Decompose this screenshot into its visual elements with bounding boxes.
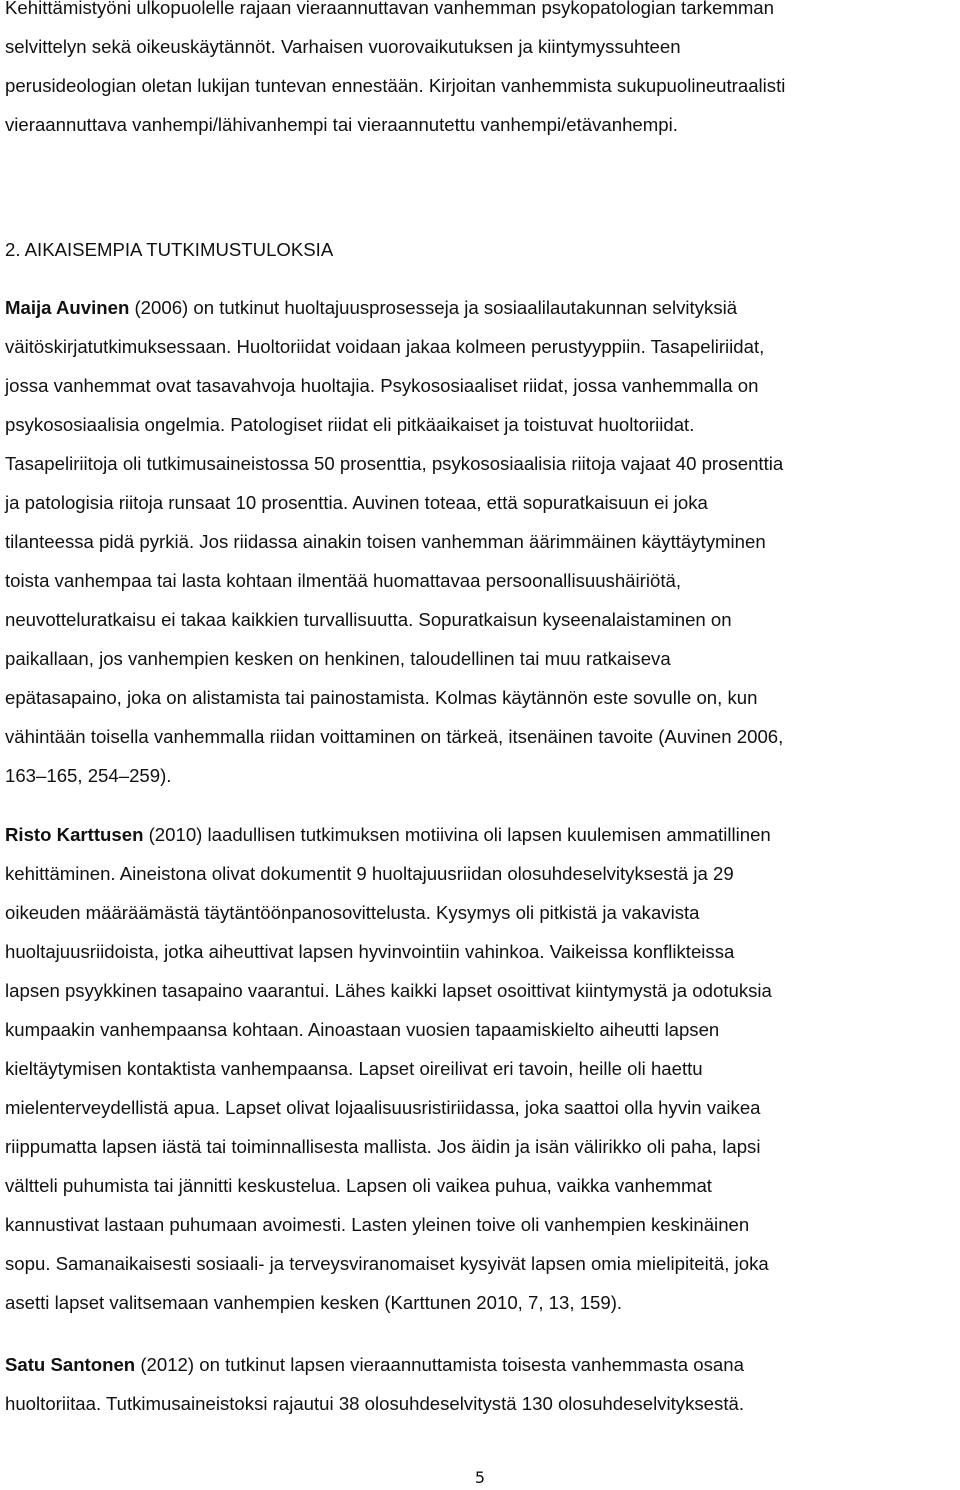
- text-line: huoltajuusriidoista, jotka aiheuttivat lapsen hyvinvointiin vahinkoa. Vaikeissa konflikteissa: [5, 941, 735, 962]
- text-line: [5, 1345, 960, 1384]
- text-line: vältteli puhumista tai jännitti keskustelua. Lapsen oli vaikea puhua, vaikka vanhemmat: [5, 1175, 712, 1196]
- text-line: neuvotteluratkaisu ei takaa kaikkien turvallisuutta. Sopuratkaisun kyseenalaistaminen on: [5, 609, 732, 630]
- text-line: psykososiaalisia ongelmia. Patologiset riidat eli pitkäaikaiset ja toistuvat huoltoriidat.: [5, 414, 695, 435]
- author-name: Satu Santonen: [5, 1354, 136, 1375]
- text-line: asetti lapset valitsemaan vanhempien kesken (Karttunen 2010, 7, 13, 159).: [5, 1292, 623, 1313]
- text-line: [5, 288, 960, 327]
- text-run: (2006) on tutkinut huoltajuusprosesseja ja sosiaalilautakunnan selvityksiä: [129, 297, 738, 318]
- author-name: Risto Karttusen: [5, 824, 144, 845]
- text-line: väitöskirjatutkimuksessaan. Huoltoriidat voidaan jakaa kolmeen perustyyppiin. Tasapeliriidat,: [5, 336, 765, 357]
- intro-paragraph: [5, 0, 960, 144]
- paragraph-karttunen: [5, 815, 960, 1322]
- text-line: kieltäytymisen kontaktista vanhempaansa. Lapset oireilivat eri tavoin, heille oli haettu: [5, 1058, 703, 1079]
- text-line: vieraannuttava vanhempi/lähivanhempi tai vieraannutettu vanhempi/etävanhempi.: [5, 114, 678, 135]
- text-line: 163–165, 254–259).: [5, 765, 172, 786]
- text-line: kumpaakin vanhempaansa kohtaan. Ainoastaan vuosien tapaamiskielto aiheutti lapsen: [5, 1019, 720, 1040]
- text-line: lapsen psyykkinen tasapaino vaarantui. Lähes kaikki lapset osoittivat kiintymystä ja odotuksia: [5, 980, 772, 1001]
- text-line: paikallaan, jos vanhempien kesken on henkinen, taloudellinen tai muu ratkaiseva: [5, 648, 671, 669]
- text-line: jossa vanhemmat ovat tasavahvoja huoltajia. Psykososiaaliset riidat, jossa vanhemmalla on: [5, 375, 759, 396]
- text-run: (2010) laadullisen tutkimuksen motiivina oli lapsen kuulemisen ammatillinen: [143, 824, 771, 845]
- text-line: vähintään toisella vanhemmalla riidan voittaminen on tärkeä, itsenäinen tavoite (Auvinen 2006,: [5, 726, 784, 747]
- text-line: huoltoriitaa. Tutkimusaineistoksi rajautui 38 olosuhdeselvitystä 130 olosuhdeselvityksestä.: [5, 1393, 744, 1414]
- text-line: epätasapaino, joka on alistamista tai painostamista. Kolmas käytännön este sovulle on, kun: [5, 687, 758, 708]
- text-run: (2012) on tutkinut lapsen vieraannuttamista toisesta vanhemmasta osana: [135, 1354, 744, 1375]
- text-line: kannustivat lastaan puhumaan avoimesti. Lasten yleinen toive oli vanhempien keskinäinen: [5, 1214, 750, 1235]
- text-line: [5, 815, 960, 854]
- text-line: oikeuden määräämästä täytäntöönpanosovittelusta. Kysymys oli pitkistä ja vakavista: [5, 902, 700, 923]
- text-line: toista vanhempaa tai lasta kohtaan ilmentää huomattavaa persoonallisuushäiriötä,: [5, 570, 681, 591]
- text-line: Tasapeliriitoja oli tutkimusaineistossa 50 prosenttia, psykososiaalisia riitoja vajaat 40 prosenttia: [5, 453, 784, 474]
- text-line: ja patologisia riitoja runsaat 10 prosenttia. Auvinen toteaa, että sopuratkaisuun ei joka: [5, 492, 708, 513]
- text-line: kehittäminen. Aineistona olivat dokumentit 9 huoltajuusriidan olosuhdeselvityksestä ja 29: [5, 863, 734, 884]
- page-number: 5: [474, 1468, 486, 1487]
- text-line: riippumatta lapsen iästä tai toiminnallisesta mallista. Jos äidin ja isän välirikko oli paha, lapsi: [5, 1136, 761, 1157]
- paragraph-santonen: [5, 1345, 960, 1423]
- text-line: mielenterveydellistä apua. Lapset olivat lojaalisuusristiriidassa, joka saattoi olla hyvin vaikea: [5, 1097, 761, 1118]
- section-heading: 2. AIKAISEMPIA TUTKIMUSTULOKSIA: [5, 239, 334, 260]
- text-line: selvittelyn sekä oikeuskäytännöt. Varhaisen vuorovaikutuksen ja kiintymyssuhteen: [5, 36, 681, 57]
- text-line: perusideologian oletan lukijan tuntevan ennestään. Kirjoitan vanhemmista sukupuolineutraalisti: [5, 75, 786, 96]
- text-line: Kehittämistyöni ulkopuolelle rajaan vieraannuttavan vanhemman psykopatologian tarkemman: [5, 0, 774, 18]
- text-line: sopu. Samanaikaisesti sosiaali- ja terveysviranomaiset kysyivät lapsen omia mielipiteitä, joka: [5, 1253, 769, 1274]
- text-line: tilanteessa pidä pyrkiä. Jos riidassa ainakin toisen vanhemman äärimmäinen käyttäytyminen: [5, 531, 766, 552]
- author-name: Maija Auvinen: [5, 297, 130, 318]
- paragraph-auvinen: [5, 288, 960, 795]
